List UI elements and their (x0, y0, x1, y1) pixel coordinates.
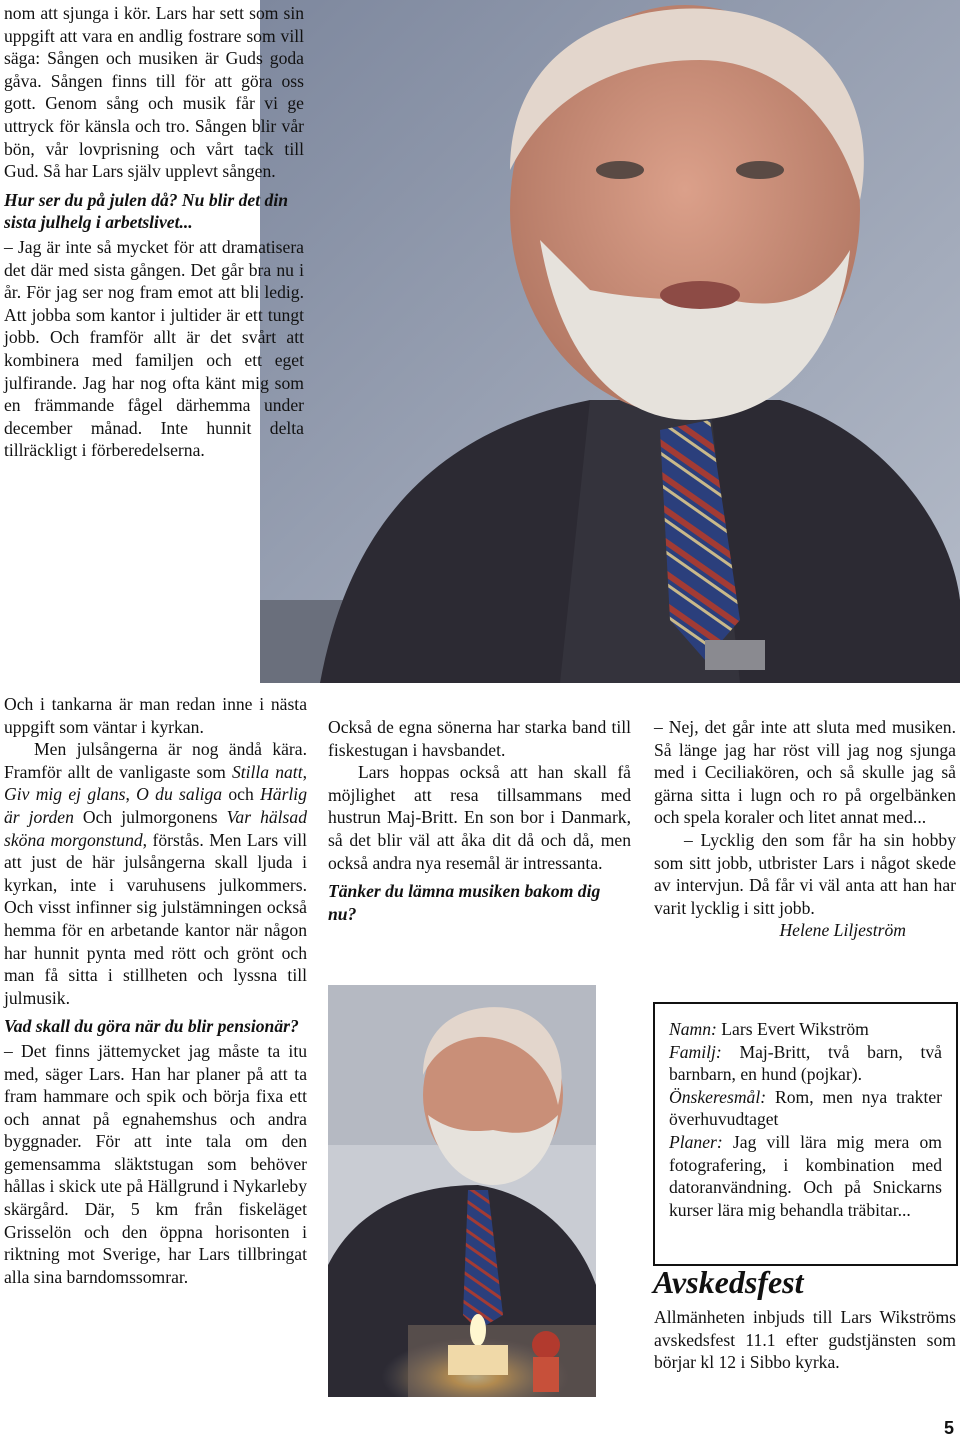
article-paragraph-songs (4, 738, 307, 1009)
event-text: Allmänheten inbjuds till Lars Wikströms avskedsfest 11.1 efter gudstjänsten som börjar kl 12 i Sibbo kyrka. (654, 1307, 956, 1373)
text-run: , förstås. Men Lars vill att just de här julsångerna skall ljuda i kyrkan, inte i varuhusens julkommers. Och visst infinner sig julstämningen också hemma för en arbetande kantor när någon har hunnit pynta med rött och grönt och man få sitta i stillheten och lyssna till julmusik. (4, 829, 307, 1008)
article-column-1 (4, 2, 304, 462)
interview-question: Vad skall du göra när du blir pensionär? (4, 1016, 299, 1037)
article-paragraph: Lars hoppas också att han skall få möjlighet att resa tillsammans med hustrun Maj-Britt. En son bor i Danmark, så det blir väl att åka dit då och då, men också andra nya resemål är intressanta. (328, 762, 631, 873)
event-heading: Avskedsfest (653, 1264, 804, 1300)
article-paragraph: Och i tankarna är man redan inne i nästa uppgift som väntar i kyrkan. (4, 694, 307, 737)
article-paragraph: – Lycklig den som får ha sin hobby som sitt jobb, utbrister Lars i något skede av intervjun. Då får vi väl anta att han har varit lycklig i sitt jobb. (654, 829, 956, 918)
author-signature: Helene Liljeström (779, 920, 906, 941)
text-run: Och julmorgonens (73, 806, 227, 827)
song-title: Stilla natt (231, 761, 303, 782)
song-title: Var hälsad sköna morgonstund (4, 806, 307, 850)
fact-wish (669, 1086, 942, 1131)
fact-value: Jag vill lära mig mera om fotografering, i kombination med datoranvändning. Och på Snickarns kurser lära mig behandla träbitar... (669, 1131, 942, 1220)
article-column-1-continued (4, 693, 307, 1288)
article-paragraph: nom att sjunga i kör. Lars har sett som sin uppgift att vara en andlig fostrare som vill säga: Sången och musiken är Guds goda gåva. Sången finns till för att göra oss gott. Genom sång och musik får vi ge uttryck för känsla och tro. Sången blir vår bön, vår lovprisning och vårt tack till Gud. Så har Lars själv upplevt sången. (4, 3, 304, 182)
article-paragraph: Också de egna sönerna har starka band till fiskestugan i havsbandet. (328, 717, 631, 760)
portrait-photo-large (260, 0, 960, 683)
article-column-3 (654, 716, 956, 942)
article-column-2 (328, 716, 631, 927)
text-run: , (302, 761, 307, 782)
fact-value: Rom, men nya trakter överhuvudtaget (669, 1086, 942, 1130)
fact-family (669, 1041, 942, 1086)
fact-label: Önskeresmål: (669, 1086, 767, 1107)
fact-value: Maj-Britt, två barn, två barnbarn, en hund (pojkar). (669, 1041, 942, 1085)
fact-box (653, 1002, 958, 1266)
fact-name (669, 1018, 942, 1041)
text-run: Men julsångerna är nog ändå kära. Framför allt de vanligaste som (4, 739, 307, 782)
interview-question: Hur ser du på julen då? Nu blir det din sista julhelg i arbetslivet... (4, 189, 288, 233)
interview-question: Tänker du lämna musiken bakom dig nu? (328, 881, 601, 924)
song-title: O du saliga (136, 784, 223, 805)
fact-value: Lars Evert Wikström (716, 1019, 869, 1039)
text-run: , (125, 784, 137, 805)
article-paragraph: – Nej, det går inte att sluta med musiken. Så länge jag har röst vill jag nog sjunga med i Ceciliakören, och så skulle jag så gärna sitta i lugn och ro på orgelbänken och spela koraler och litet annat med... (654, 717, 956, 828)
song-title: Härlig är jorden (4, 784, 307, 827)
article-paragraph: – Jag är inte så mycket för att dramatisera det där med sista gången. Det går bra nu i år. För jag ser nog fram emot att bli ledig. Att jobba som kantor i jultider är ett tungt jobb. Och framför allt är det svårt att kombinera med familjen och ett eget julfirande. Jag har nog ofta känt mig som en främmande fågel därhemma under december månad. Inte hunnit delta tillräckligt i förberedelserna. (4, 236, 304, 461)
song-title: Giv mig ej glans (4, 784, 126, 805)
fact-label: Planer: (669, 1131, 723, 1152)
fact-label: Familj: (669, 1041, 722, 1062)
article-paragraph: – Det finns jättemycket jag måste ta itu med, säger Lars. Han har planer på att ta fram hammare och spik och börja fixa ett och annat på egnahemshus och andra byggnader. För att inte tala om den gemensamma släktstugan som behöver hållas i skick ute på Hällgrund i Nykarleby skärgård. Där, 5 km från fiskeläget Grisselön och den öppna horisonten i riktning mot Sverige, har Lars tillbringat alla sina barndomssomrar. (4, 1040, 307, 1287)
portrait-photo-candle (328, 985, 596, 1397)
fact-label: Namn: (669, 1019, 717, 1039)
fact-plans (669, 1131, 942, 1221)
text-run: och (222, 784, 261, 805)
page-number: 5 (943, 1418, 954, 1438)
